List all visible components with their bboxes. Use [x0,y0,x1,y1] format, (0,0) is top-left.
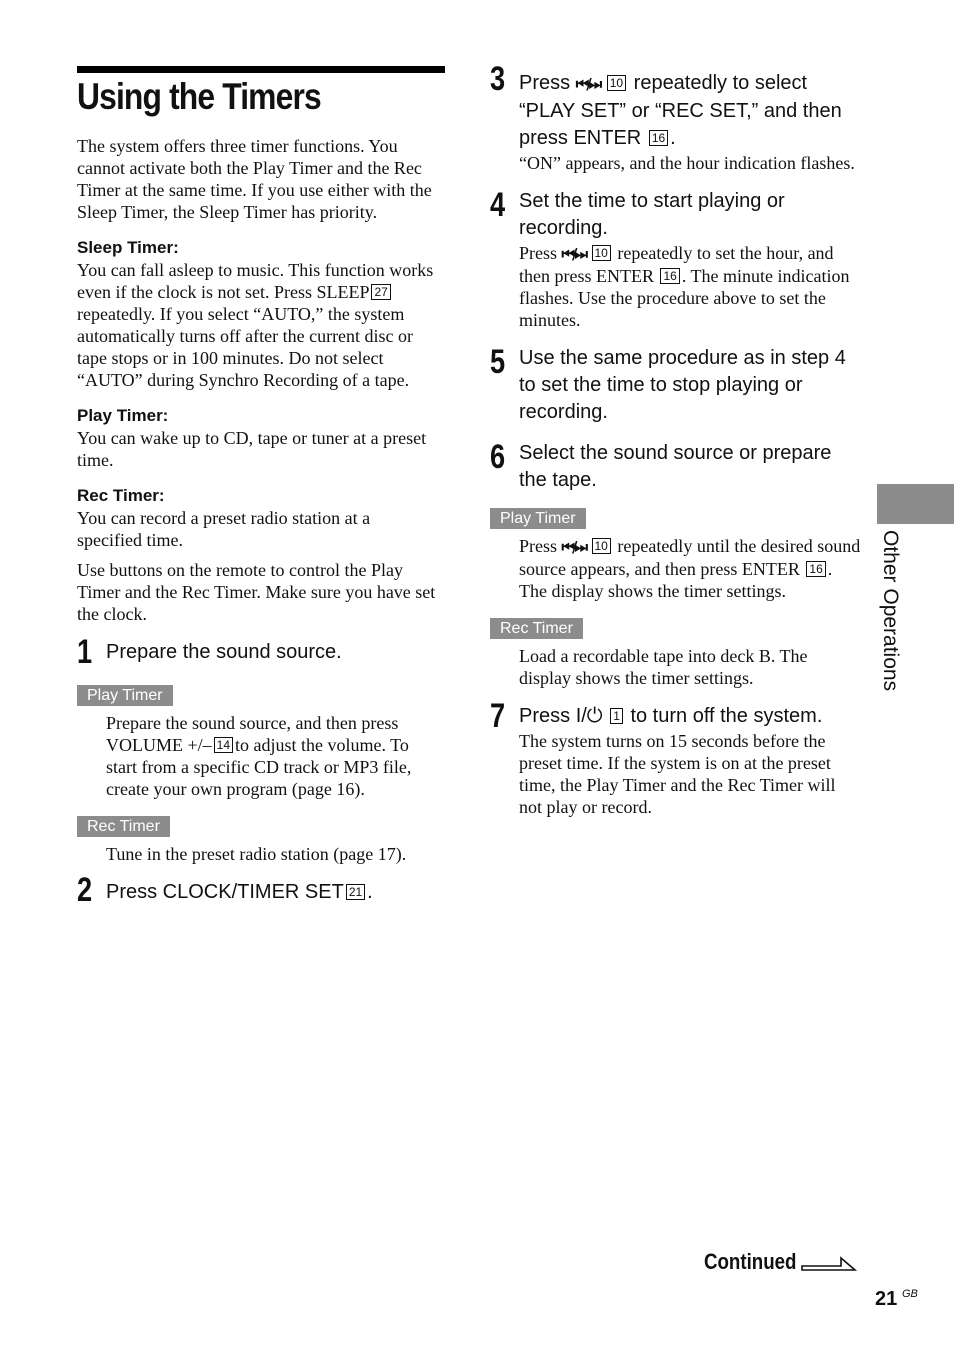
step-7 [490,699,862,818]
step-4 [490,188,862,331]
step-7-text: The system turns on 15 seconds before the preset time. If the system is on at the preset time, the Play Timer and the Rec Timer will not play or record. [519,731,836,817]
clock-key-ref: 21 [346,884,365,900]
step-1-title: Prepare the sound source. [106,641,342,663]
step-1-play-pre: Prepare the sound source, and then press VOLUME +/– [106,713,399,755]
section-tab-marker [877,484,954,524]
rec-timer-text: You can record a preset radio station at a specified time. [77,508,371,550]
intro-paragraph: The system offers three timer functions. You cannot activate both the Play Timer and the Rec Timer at the same time. If you use either with the Sleep Timer, the Sleep Timer has priority. [77,136,432,222]
step-6-key1: 10 [592,538,611,554]
step-4-text-post: . The minute indication flashes. Use the procedure above to set the minutes. [519,266,850,330]
step-3-title-pre: Press [519,72,571,94]
sleep-pre: Press SLEEP [273,282,370,302]
step-4-text-mid: repeatedly to set the hour, and then press ENTER [519,243,834,286]
step-7-number: 7 [490,697,506,735]
rec-timer-badge: Rec Timer [77,816,170,837]
step-3-key1: 10 [607,75,626,91]
step-5-number: 5 [490,343,506,381]
play-timer-text: You can wake up to CD, tape or tuner at a preset time. [77,428,427,470]
prev-next-icon: ⏮/⏭ [561,538,585,556]
step-6-play-pre: Press [519,536,558,556]
step-5-title: Use the same procedure as in step 4 to set the time to stop playing or recording. [519,347,846,423]
step-4-key2: 16 [660,268,679,284]
section-tab-text: Other Operations [879,530,902,692]
page-title: Using the Timers [77,76,321,117]
sleep-key-ref: 27 [371,284,390,300]
sleep-post: repeatedly. If you select “AUTO,” the system automatically turns off after the current disc or tape stops or in 100 minutes. Do not select “AUTO” during Synchro Recording of a tape. [77,304,414,390]
step-1-play-post: to adjust the volume. To start from a specific CD track or MP3 file, create your own program (page 16). [106,735,412,799]
step-4-number: 4 [490,186,506,224]
remote-note: Use buttons on the remote to control the Play Timer and the Rec Timer. Make sure you have set the clock. [77,560,436,624]
step-3-text: “ON” appears, and the hour indication flashes. [519,153,855,173]
step-6-play-mid: repeatedly until the desired sound source appears, and then press ENTER [519,536,861,579]
play-timer-badge: Play Timer [77,685,173,706]
step-2-title [106,879,439,906]
step-3-title-post: . [670,127,676,149]
step-3-number: 3 [490,60,506,98]
step-6-play-post: . The display shows the timer settings. [519,559,833,601]
rec-timer-heading: Rec Timer: [77,486,165,505]
step-6-key2: 16 [806,561,825,577]
step-2-title-pre: Press CLOCK/TIMER SET [106,881,344,903]
page-suffix: GB [902,1288,918,1300]
step-7-title-pre: Press [519,705,571,727]
step-7-title [519,703,862,730]
step-6-number: 6 [490,438,506,476]
section-tab-label [878,530,918,730]
sleep-timer-text [77,259,439,391]
step-1-rec-text: Tune in the preset radio station (page 17). [106,844,407,864]
step-3 [490,62,862,174]
power-key-ref: 1 [610,708,623,724]
step-6-rec-text: Load a recordable tape into deck B. The display shows the timer settings. [519,646,808,688]
play-timer-heading: Play Timer: [77,406,169,425]
prev-next-icon: ⏮/⏭ [561,245,585,263]
prev-next-icon: ⏮/⏭ [575,75,600,93]
continued-arrow-icon [801,1254,857,1274]
left-column [77,135,439,907]
continued-label: Continued [704,1249,797,1274]
step-4-text-pre: Press [519,243,558,263]
step-6-title: Select the sound source or prepare the tape. [519,442,832,491]
step-2-title-post: . [367,881,373,903]
step-3-title-mid: repeatedly to select “PLAY SET” or “REC SET,” and then press ENTER [519,72,842,149]
step-4-key1: 10 [592,245,611,261]
step-4-title: Set the time to start playing or recording. [519,190,785,239]
play-timer-badge: Play Timer [490,508,586,529]
right-column [490,62,862,818]
sleep-line1: You can fall asleep to music. This function works even if the clock is not set. [77,260,434,302]
step-5 [490,345,862,426]
title-rule [77,66,445,73]
page-number: 21 [875,1288,898,1310]
step-2 [77,873,439,907]
step-1-play-text [77,712,439,800]
power-icon: I/⏻ [575,705,603,727]
volume-key-ref: 14 [214,737,233,753]
step-6 [490,440,862,494]
rec-timer-badge: Rec Timer [490,618,583,639]
step-2-number: 2 [77,871,93,909]
sleep-timer-heading: Sleep Timer: [77,238,179,257]
step-3-title [519,70,862,152]
step-4-text [519,242,862,331]
step-7-title-post: to turn off the system. [630,705,823,727]
step-1-number: 1 [77,633,93,671]
step-3-key2: 16 [649,130,668,146]
step-1 [77,635,439,669]
step-6-play-text [490,535,862,602]
